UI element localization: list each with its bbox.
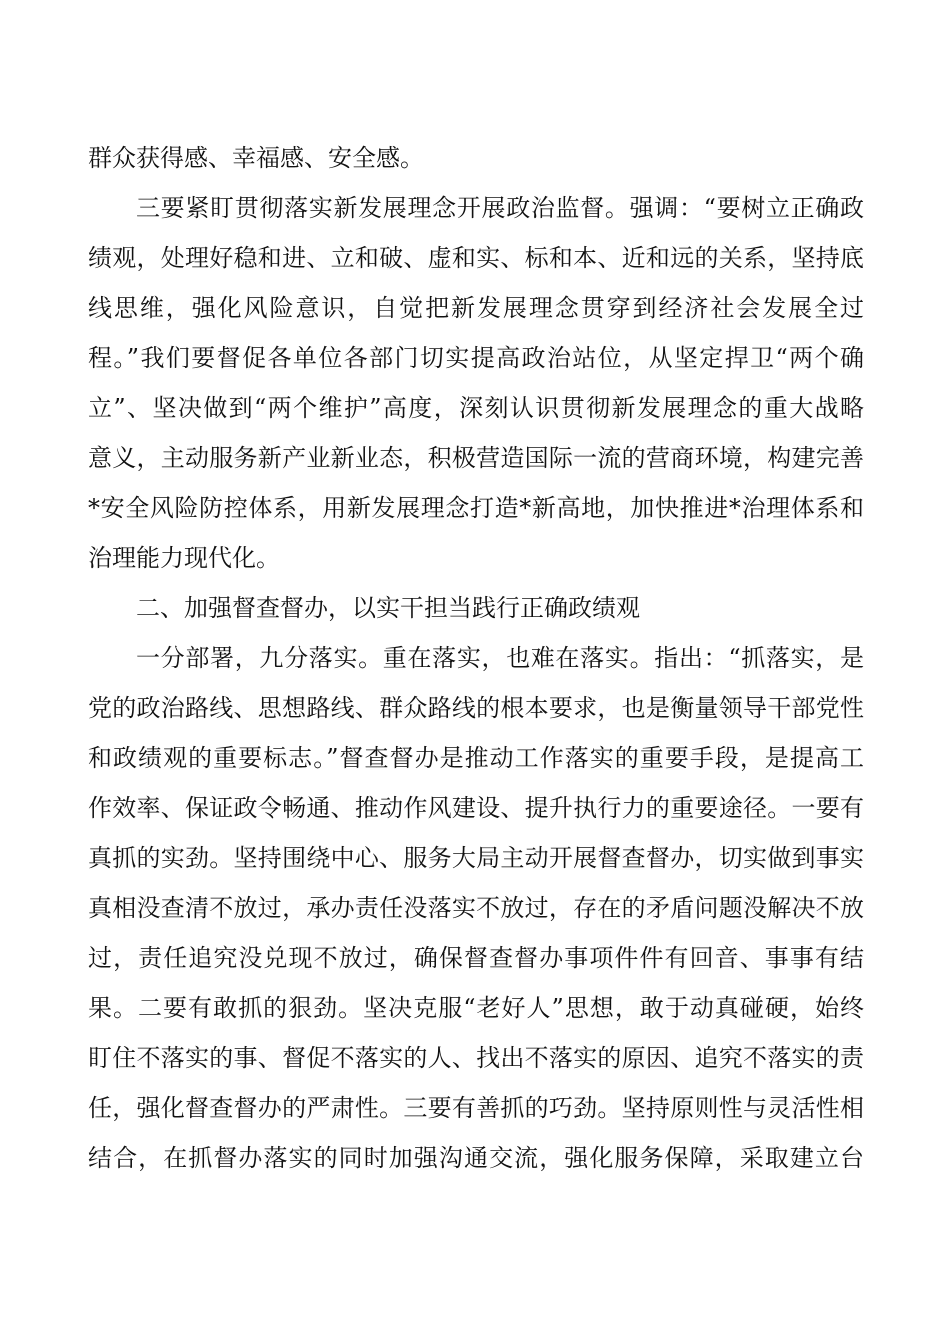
text-line: *安全风险防控体系，用新发展理念打造*新高地，加快推进*治理体系和 bbox=[88, 494, 864, 522]
text-line: 立”、坚决做到“两个维护”高度，深刻认识贯彻新发展理念的重大战略 bbox=[88, 394, 864, 422]
text-line: 真抓的实劲。坚持围绕中心、服务大局主动开展督查督办，切实做到事实 bbox=[88, 844, 864, 872]
text-line: 盯住不落实的事、督促不落实的人、找出不落实的原因、追究不落实的责 bbox=[88, 1044, 864, 1072]
text-line: 绩观，处理好稳和进、立和破、虚和实、标和本、近和远的关系，坚持底 bbox=[88, 244, 864, 272]
text-line: 作效率、保证政令畅通、推动作风建设、提升执行力的重要途径。一要有 bbox=[88, 794, 864, 822]
text-line: 果。二要有敢抓的狠劲。坚决克服“老好人”思想，敢于动真碰硬，始终 bbox=[88, 994, 864, 1022]
text-line: 治理能力现代化。 bbox=[88, 544, 280, 572]
text-line: 线思维，强化风险意识，自觉把新发展理念贯穿到经济社会发展全过 bbox=[88, 294, 864, 322]
text-line: 程。”我们要督促各单位各部门切实提高政治站位，从坚定捍卫“两个确 bbox=[88, 344, 864, 372]
document-body bbox=[88, 133, 864, 1183]
text-line: 意义，主动服务新产业新业态，积极营造国际一流的营商环境，构建完善 bbox=[88, 444, 864, 472]
text-line: 一分部署，九分落实。重在落实，也难在落实。指出：“抓落实，是 bbox=[136, 644, 864, 672]
text-line: 结合，在抓督办落实的同时加强沟通交流，强化服务保障，采取建立台 bbox=[88, 1144, 864, 1172]
text-line: 和政绩观的重要标志。”督查督办是推动工作落实的重要手段，是提高工 bbox=[88, 744, 864, 772]
text-line: 任，强化督查督办的严肃性。三要有善抓的巧劲。坚持原则性与灵活性相 bbox=[88, 1094, 864, 1122]
text-line: 党的政治路线、思想路线、群众路线的根本要求，也是衡量领导干部党性 bbox=[88, 694, 864, 722]
section-heading: 二、加强督查督办，以实干担当践行正确政绩观 bbox=[136, 594, 640, 622]
text-line: 三要紧盯贯彻落实新发展理念开展政治监督。强调：“要树立正确政 bbox=[136, 194, 864, 222]
text-line: 真相没查清不放过，承办责任没落实不放过，存在的矛盾问题没解决不放 bbox=[88, 894, 864, 922]
text-line: 过，责任追究没兑现不放过，确保督查督办事项件件有回音、事事有结 bbox=[88, 944, 864, 972]
text-line: 群众获得感、幸福感、安全感。 bbox=[88, 144, 424, 172]
